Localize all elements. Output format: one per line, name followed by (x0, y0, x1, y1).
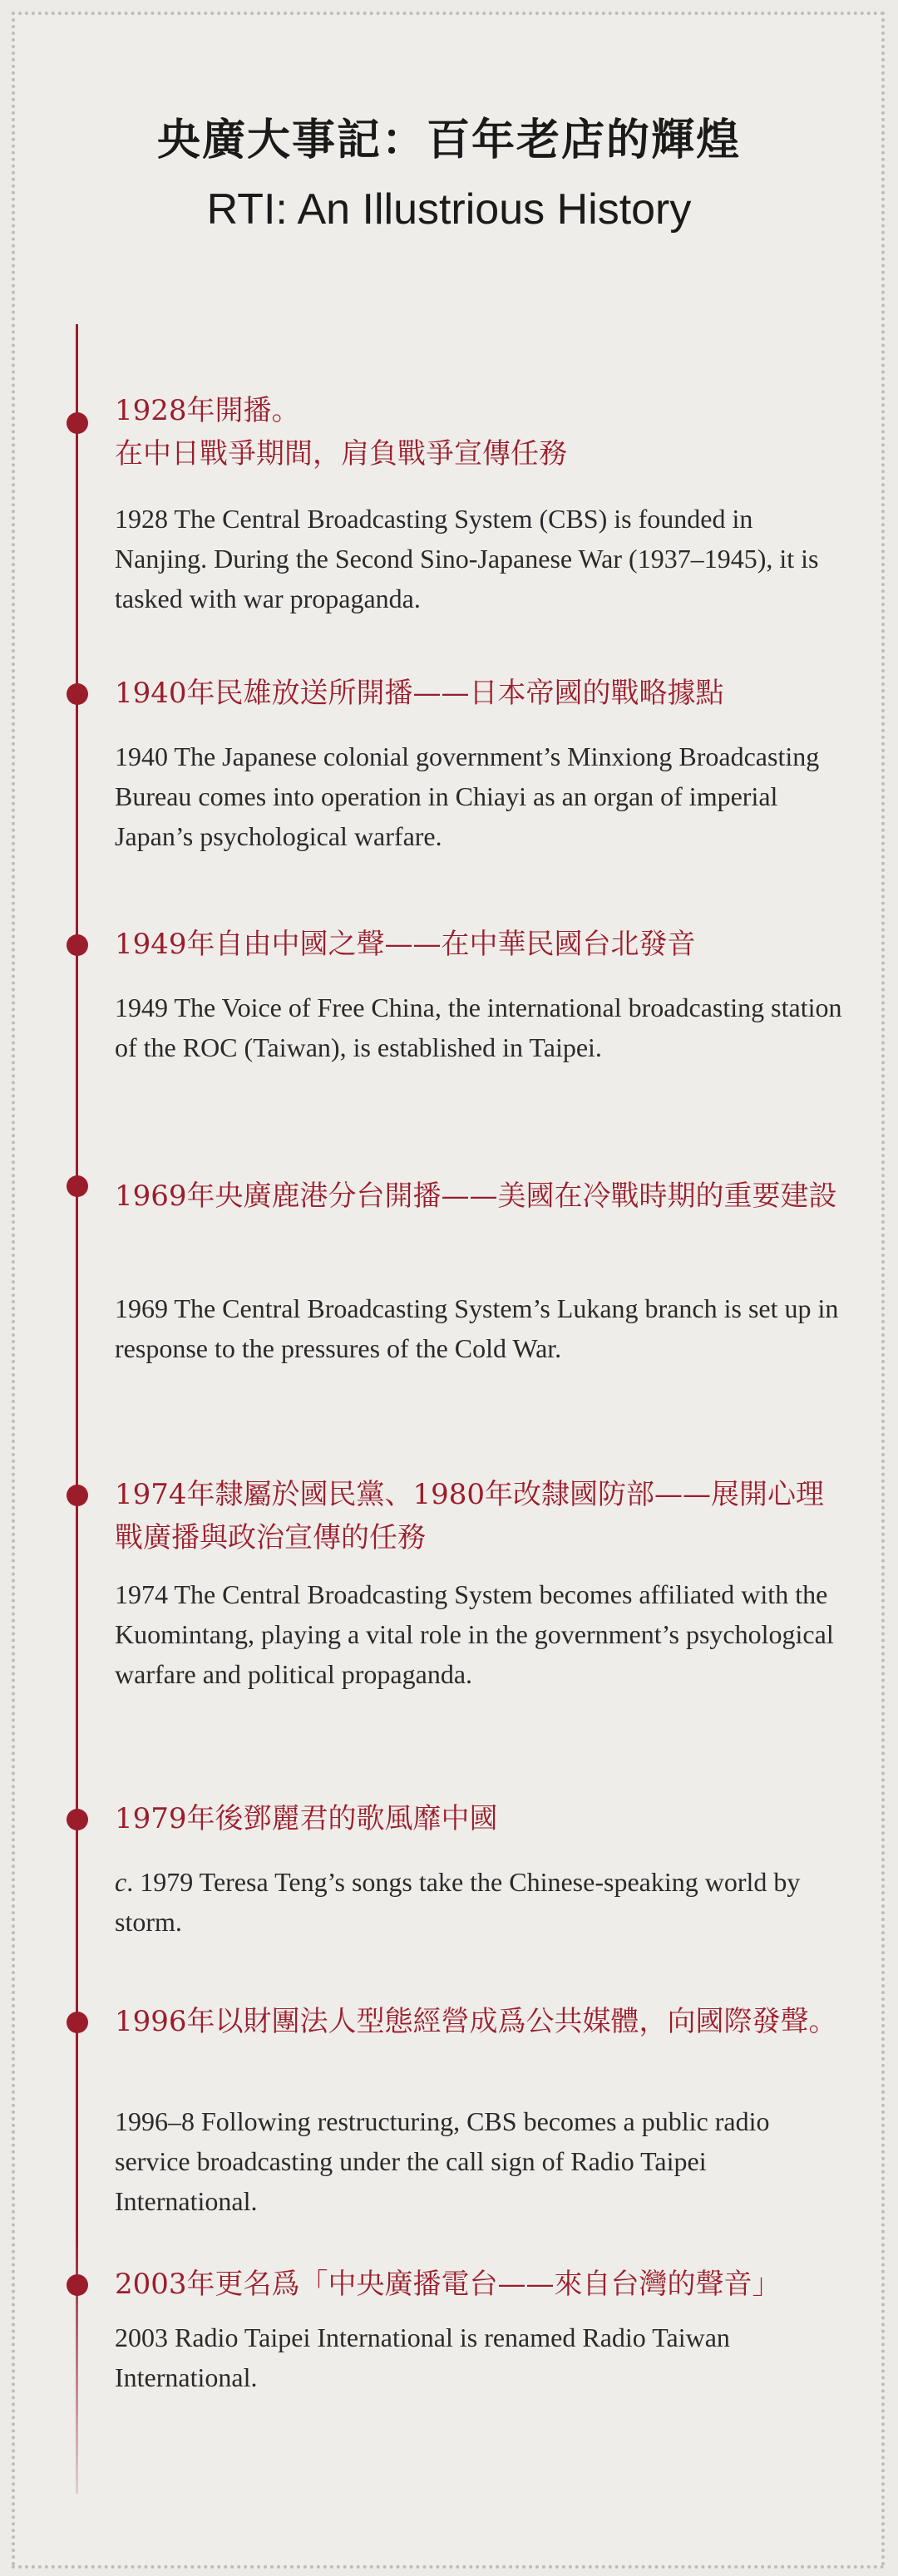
event-description: 1974 The Central Broadcasting System becomes affiliated with the Kuomintang, playing a vital role in the government’s psychological warfare and political propaganda. (115, 1579, 834, 1689)
event-description: 1940 The Japanese colonial government’s Minxiong Broadcasting Bureau comes into operation in Chiayi as an organ of imperial Japan’s psychological warfare. (115, 741, 820, 851)
timeline-line (76, 324, 78, 2494)
timeline-dot (67, 1175, 88, 1197)
event-heading: 1949年自由中國之聲——在中華民國台北發音 (115, 928, 696, 961)
event-heading: 1928年開播。 在中日戰爭期間，肩負戰爭宣傳任務 (115, 394, 567, 470)
event-description: 1969 The Central Broadcasting System’s Lukang branch is set up in response to the pressures of the Cold War. (115, 1293, 839, 1363)
timeline-dot (67, 934, 88, 956)
page-title-chinese: 央廣大事記：百年老店的輝煌 (156, 116, 741, 165)
page-title-english: RTI: An Illustrious History (206, 185, 692, 234)
event-heading: 2003年更名爲「中央廣播電台——來自台灣的聲音」 (115, 2268, 781, 2301)
event-description (115, 1862, 846, 1942)
event-description: 1949 The Voice of Free China, the international broadcasting station of the ROC (Taiwan), is established in Taipei. (115, 992, 842, 1062)
event-heading: 1979年後鄧麗君的歌風靡中國 (115, 1802, 498, 1835)
event-heading: 1996年以財團法人型態經營成爲公共媒體，向國際發聲。 (115, 2005, 837, 2038)
event-heading: 1974年隸屬於國民黨、1980年改隸國防部——展開心理戰廣播與政治宣傳的任務 (115, 1478, 825, 1554)
event-heading: 1969年央廣鹿港分台開播——美國在冷戰時期的重要建設 (115, 1180, 837, 1213)
timeline-dot (67, 2274, 88, 2296)
event-heading: 1940年民雄放送所開播——日本帝國的戰略據點 (115, 677, 724, 710)
timeline-dot (67, 1809, 88, 1830)
timeline-dot (67, 2012, 88, 2033)
timeline-dot (67, 683, 88, 705)
timeline-dot (67, 1485, 88, 1506)
timeline-dot (67, 412, 88, 434)
circa-abbreviation: c (115, 1867, 127, 1897)
event-description: 2003 Radio Taipei International is renamed Radio Taiwan International. (115, 2322, 730, 2392)
event-description-text: . 1979 Teresa Teng’s songs take the Chinese-speaking world by storm. (115, 1867, 801, 1937)
event-description: 1996–8 Following restructuring, CBS becomes a public radio service broadcasting under the call sign of Radio Taipei International. (115, 2106, 770, 2216)
event-description: 1928 The Central Broadcasting System (CBS) is founded in Nanjing. During the Second Sino-Japanese War (1937–1945), it is tasked with war propaganda. (115, 504, 819, 613)
